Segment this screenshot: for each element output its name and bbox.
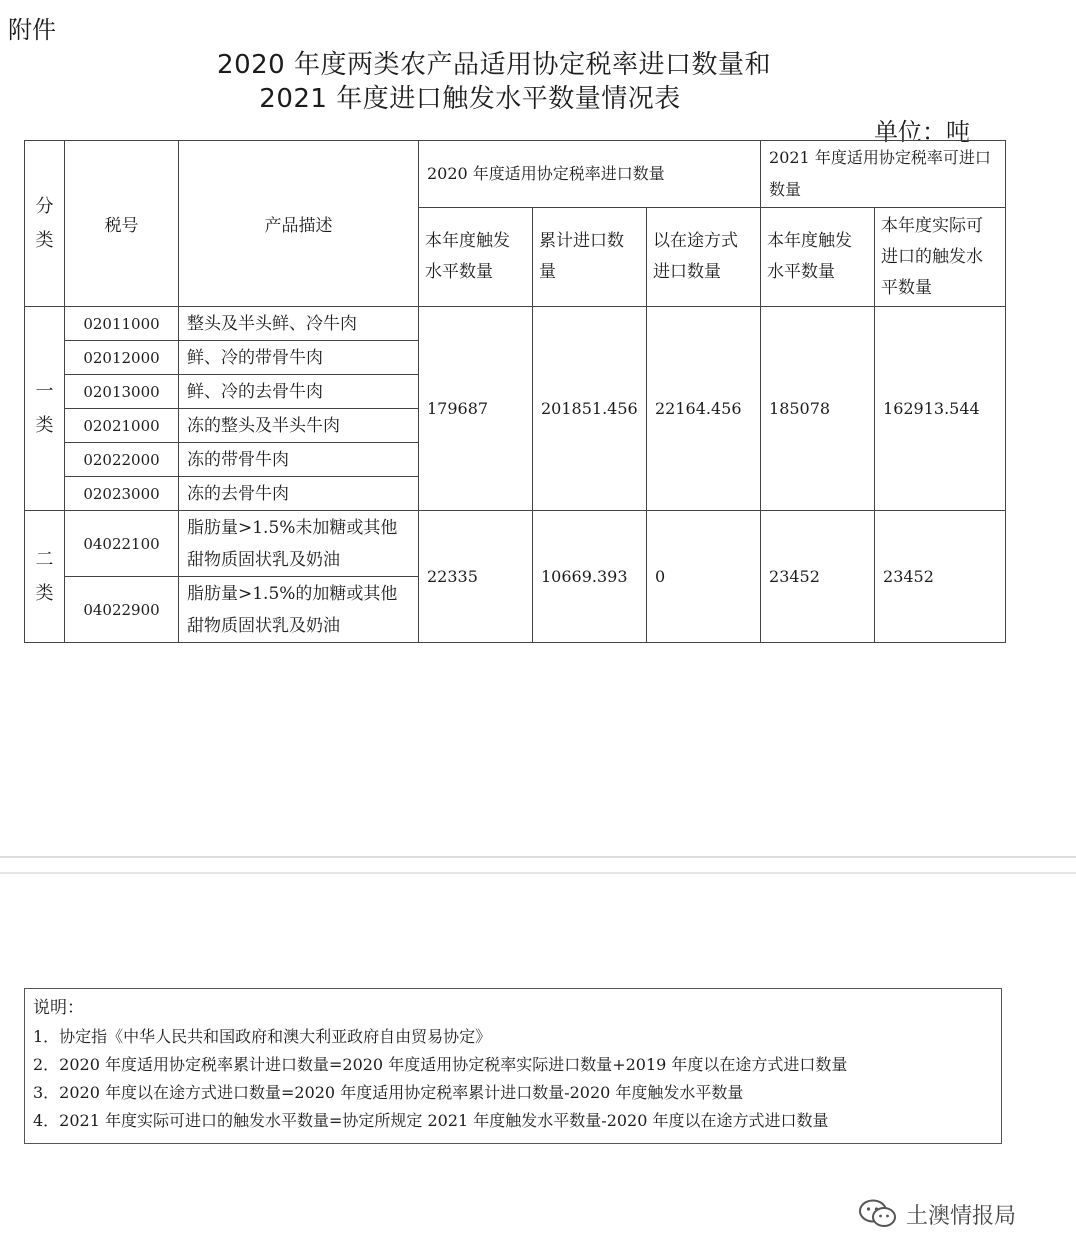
header-2020-transit: 以在途方式进口数量 <box>647 208 761 307</box>
tariff-code: 02012000 <box>65 341 179 375</box>
tariff-code: 02011000 <box>65 307 179 341</box>
page-divider <box>0 856 1076 858</box>
header-2021-actual: 本年度实际可进口的触发水平数量 <box>875 208 1006 307</box>
cumulative-2020: 10669.393 <box>533 511 647 643</box>
header-description: 产品描述 <box>179 141 419 307</box>
page-title-line2: 2021 年度进口触发水平数量情况表 <box>259 84 681 114</box>
category-name: 二类 <box>35 548 54 604</box>
quota-table <box>24 140 1006 643</box>
header-category <box>25 141 65 307</box>
notes-box <box>24 988 1002 1144</box>
trigger-2021: 185078 <box>761 307 875 511</box>
cumulative-2020: 201851.456 <box>533 307 647 511</box>
category-cell <box>25 511 65 643</box>
header-2021-trigger: 本年度触发水平数量 <box>761 208 875 307</box>
header-2020-cumulative: 累计进口数量 <box>533 208 647 307</box>
page-title-line1: 2020 年度两类农产品适用协定税率进口数量和 <box>217 50 771 80</box>
note-item: 1．协定指《中华人民共和国政府和澳大利亚政府自由贸易协定》 <box>33 1027 492 1046</box>
attachment-label: 附件 <box>8 16 56 44</box>
watermark <box>858 1198 1016 1230</box>
table-row <box>25 511 1006 577</box>
note-item: 2．2020 年度适用协定税率累计进口数量=2020 年度适用协定税率实际进口数量+2019 年度以在途方式进口数量 <box>33 1055 848 1074</box>
category-name: 一类 <box>35 380 54 436</box>
tariff-code: 02021000 <box>65 409 179 443</box>
tariff-code: 02022000 <box>65 443 179 477</box>
trigger-2020: 179687 <box>419 307 533 511</box>
product-description: 鲜、冷的去骨牛肉 <box>179 375 419 409</box>
product-description: 冻的带骨牛肉 <box>179 443 419 477</box>
product-description: 鲜、冷的带骨牛肉 <box>179 341 419 375</box>
unit-label: 单位：吨 <box>874 118 970 146</box>
actual-2021: 23452 <box>875 511 1006 643</box>
tariff-code: 02023000 <box>65 477 179 511</box>
tariff-code: 02013000 <box>65 375 179 409</box>
header-group-2021: 2021 年度适用协定税率可进口数量 <box>761 141 1006 208</box>
category-cell <box>25 307 65 511</box>
header-code: 税号 <box>65 141 179 307</box>
wechat-icon <box>858 1198 898 1230</box>
watermark-text: 土澳情报局 <box>906 1203 1017 1229</box>
table-row <box>25 307 1006 341</box>
note-item: 4．2021 年度实际可进口的触发水平数量=协定所规定 2021 年度触发水平数量-2020 年度以在途方式进口数量 <box>33 1111 829 1130</box>
notes-heading: 说明： <box>33 998 84 1018</box>
actual-2021: 162913.544 <box>875 307 1006 511</box>
transit-2020: 22164.456 <box>647 307 761 511</box>
transit-2020: 0 <box>647 511 761 643</box>
trigger-2021: 23452 <box>761 511 875 643</box>
header-group-2020: 2020 年度适用协定税率进口数量 <box>419 141 761 208</box>
note-item: 3．2020 年度以在途方式进口数量=2020 年度适用协定税率累计进口数量-2020 年度触发水平数量 <box>33 1083 744 1102</box>
product-description: 整头及半头鲜、冷牛肉 <box>179 307 419 341</box>
tariff-code: 04022900 <box>65 577 179 643</box>
header-2020-trigger: 本年度触发水平数量 <box>419 208 533 307</box>
trigger-2020: 22335 <box>419 511 533 643</box>
header-category-text: 分类 <box>35 195 54 251</box>
tariff-code: 04022100 <box>65 511 179 577</box>
product-description: 冻的去骨牛肉 <box>179 477 419 511</box>
product-description: 脂肪量>1.5%未加糖或其他甜物质固状乳及奶油 <box>179 511 419 577</box>
product-description: 脂肪量>1.5%的加糖或其他甜物质固状乳及奶油 <box>179 577 419 643</box>
page-divider <box>0 872 1076 874</box>
product-description: 冻的整头及半头牛肉 <box>179 409 419 443</box>
